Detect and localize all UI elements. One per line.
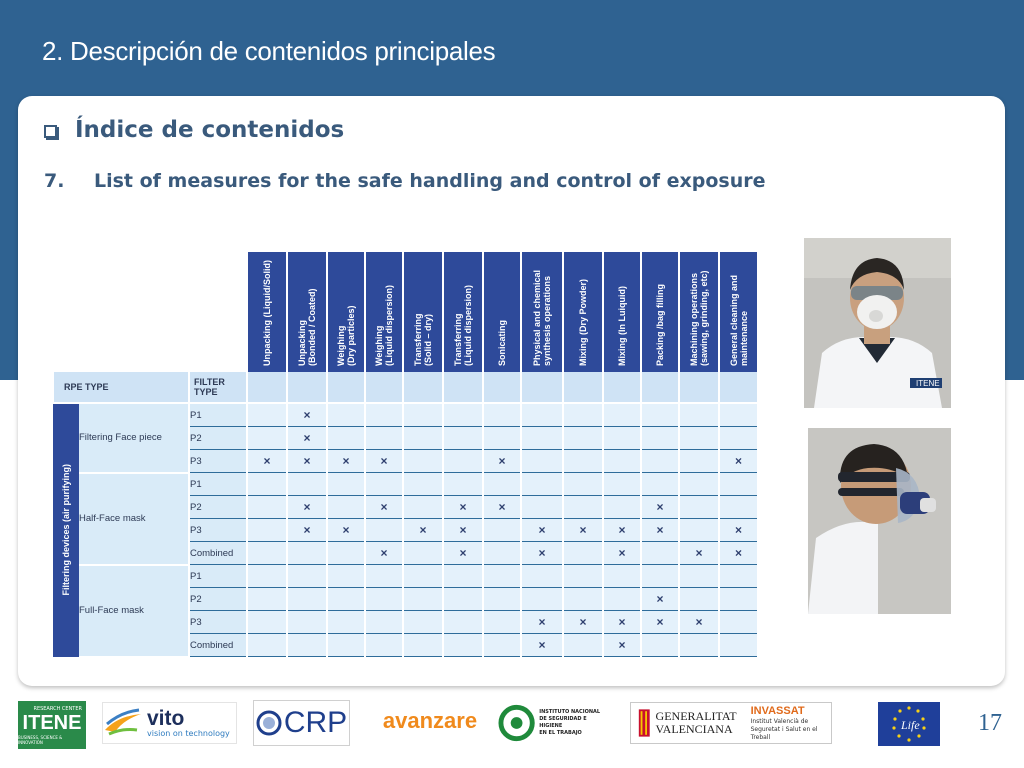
filter-type-cell: P3 [189, 611, 247, 634]
rpe-type-cell: Full-Face mask [79, 565, 189, 657]
empty-cell [563, 634, 603, 657]
empty-cell [563, 496, 603, 519]
empty-cell [521, 427, 563, 450]
empty-cell [365, 611, 403, 634]
vito-text: vito [147, 706, 185, 730]
table-row [53, 565, 757, 588]
table-row [53, 403, 757, 427]
column-header [327, 252, 365, 372]
itene-text: ITENE [22, 711, 82, 734]
empty-cell [247, 565, 287, 588]
empty-cell [327, 588, 365, 611]
itene-logo [18, 701, 86, 749]
empty-cell [521, 565, 563, 588]
empty-cell [403, 496, 443, 519]
header-spacer [53, 252, 79, 372]
marked-cell: × [287, 450, 327, 473]
empty-cell [603, 496, 641, 519]
column-header-label: Weighing (Dry particles) [336, 305, 356, 366]
filter-type-cell: P1 [189, 473, 247, 496]
empty-cell [443, 611, 483, 634]
marked-cell: × [403, 519, 443, 542]
empty-cell [247, 588, 287, 611]
marked-cell: × [521, 519, 563, 542]
column-header [603, 252, 641, 372]
marked-cell: × [443, 496, 483, 519]
column-header [247, 252, 287, 372]
column-header-label: Mixing (In Luiquid) [617, 286, 627, 366]
insht-emblem-icon [498, 704, 535, 742]
empty-cell [443, 427, 483, 450]
empty-cell [365, 473, 403, 496]
empty-cell [365, 427, 403, 450]
column-header-label: Unpacking (Bonded / Coated) [297, 288, 317, 366]
checkbox-bullet-icon [44, 125, 57, 138]
slide-title: 2. Descripción de contenidos principales [42, 36, 496, 66]
empty-cell [563, 427, 603, 450]
empty-cell [679, 403, 719, 427]
empty-cell [603, 403, 641, 427]
itene-tagline: BUSINESS, SCIENCE & INNOVATION [18, 734, 63, 745]
marked-cell: × [641, 588, 679, 611]
marked-cell: × [247, 450, 287, 473]
photo-worker-full-face-mask [808, 428, 951, 614]
rpe-table [52, 252, 757, 658]
empty-cell [247, 634, 287, 657]
empty-cell [365, 588, 403, 611]
empty-cell [521, 496, 563, 519]
marked-cell: × [483, 450, 521, 473]
filter-type-label: FILTER TYPE [189, 372, 247, 403]
empty-cell [563, 403, 603, 427]
invassat-line1: Institut Valencià de [750, 717, 809, 725]
type-row-cell [563, 372, 603, 403]
empty-cell [719, 427, 757, 450]
empty-cell [327, 611, 365, 634]
empty-cell [521, 588, 563, 611]
filter-type-cell: P1 [189, 403, 247, 427]
type-row-cell [327, 372, 365, 403]
empty-cell [327, 496, 365, 519]
type-row-cell [365, 372, 403, 403]
marked-cell: × [719, 542, 757, 565]
marked-cell: × [679, 611, 719, 634]
empty-cell [403, 588, 443, 611]
empty-cell [403, 450, 443, 473]
rpe-type-label: RPE TYPE [53, 372, 189, 403]
column-header [443, 252, 483, 372]
empty-cell [287, 588, 327, 611]
empty-cell [247, 519, 287, 542]
type-row-cell [679, 372, 719, 403]
empty-cell [719, 496, 757, 519]
marked-cell: × [443, 542, 483, 565]
empty-cell [679, 496, 719, 519]
empty-cell [403, 542, 443, 565]
vito-swoosh-icon [103, 708, 143, 738]
marked-cell: × [443, 519, 483, 542]
type-row-cell [443, 372, 483, 403]
type-row-cell [247, 372, 287, 403]
marked-cell: × [603, 634, 641, 657]
empty-cell [483, 403, 521, 427]
empty-cell [327, 565, 365, 588]
filter-type-cell: Combined [189, 542, 247, 565]
empty-cell [641, 542, 679, 565]
empty-cell [563, 565, 603, 588]
empty-cell [365, 403, 403, 427]
column-header-label: Sonicating [497, 319, 507, 366]
empty-cell [603, 473, 641, 496]
type-row-cell [287, 372, 327, 403]
empty-cell [247, 542, 287, 565]
type-row-cell [483, 372, 521, 403]
header-spacer [189, 252, 247, 372]
empty-cell [247, 473, 287, 496]
generalitat-invassat-logo [630, 702, 832, 744]
empty-cell [641, 565, 679, 588]
empty-cell [247, 496, 287, 519]
filter-type-cell: P2 [189, 427, 247, 450]
empty-cell [603, 588, 641, 611]
empty-cell [679, 519, 719, 542]
marked-cell: × [287, 519, 327, 542]
empty-cell [719, 611, 757, 634]
vito-tagline: vision on technology [147, 728, 230, 738]
marked-cell: × [603, 611, 641, 634]
empty-cell [403, 403, 443, 427]
empty-cell [443, 473, 483, 496]
page-number: 17 [978, 710, 1002, 736]
empty-cell [679, 450, 719, 473]
empty-cell [403, 611, 443, 634]
itene-small-text: RESEARCH CENTER [33, 705, 82, 712]
empty-cell [563, 450, 603, 473]
insht-line3: EN EL TRABAJO [539, 730, 582, 736]
section-heading [44, 117, 344, 143]
filter-type-cell: P3 [189, 450, 247, 473]
invassat-line2: Seguretat i Salut en el Treball [750, 725, 818, 741]
empty-cell [483, 611, 521, 634]
column-header-label: Machining operations (sawing, grinding, etc) [689, 270, 709, 366]
empty-cell [247, 403, 287, 427]
avanzare-text: avanzare [382, 708, 478, 733]
empty-cell [327, 403, 365, 427]
empty-cell [679, 473, 719, 496]
column-header-label: Transferring (Solid – dry) [413, 313, 433, 366]
type-row-cell [521, 372, 563, 403]
empty-cell [443, 634, 483, 657]
column-header-label: Transferring (Liquid dispersion) [453, 285, 473, 366]
marked-cell: × [365, 542, 403, 565]
empty-cell [483, 519, 521, 542]
crp-text: CRP [283, 706, 348, 739]
empty-cell [287, 542, 327, 565]
marked-cell: × [641, 496, 679, 519]
empty-cell [679, 634, 719, 657]
empty-cell [327, 427, 365, 450]
item-text: List of measures for the safe handling and control of exposure [94, 170, 766, 192]
empty-cell [719, 565, 757, 588]
marked-cell: × [603, 519, 641, 542]
marked-cell: × [563, 519, 603, 542]
marked-cell: × [287, 403, 327, 427]
photo-worker-face-mask [804, 238, 951, 408]
worker-ffp-mask-image [804, 238, 951, 408]
marked-cell: × [719, 519, 757, 542]
empty-cell [641, 403, 679, 427]
marked-cell: × [719, 450, 757, 473]
column-header [641, 252, 679, 372]
empty-cell [563, 588, 603, 611]
empty-cell [719, 403, 757, 427]
empty-cell [719, 634, 757, 657]
invassat-text: INVASSAT [750, 704, 805, 717]
table-row [53, 473, 757, 496]
filter-type-cell: P1 [189, 565, 247, 588]
empty-cell [483, 473, 521, 496]
column-header-label: Packing /bag filling [655, 283, 665, 366]
empty-cell [327, 634, 365, 657]
marked-cell: × [483, 496, 521, 519]
empty-cell [403, 473, 443, 496]
empty-cell [719, 473, 757, 496]
empty-cell [443, 565, 483, 588]
footer-logos [0, 690, 1024, 768]
empty-cell [521, 473, 563, 496]
column-header [365, 252, 403, 372]
item-number: 7. [44, 170, 65, 192]
empty-cell [327, 473, 365, 496]
crp-logo [253, 700, 350, 746]
empty-cell [287, 611, 327, 634]
empty-cell [719, 588, 757, 611]
filter-type-cell: P2 [189, 588, 247, 611]
marked-cell: × [287, 427, 327, 450]
column-header-label: Unpacking (Liquid/Solid) [262, 260, 272, 366]
header-spacer [79, 252, 189, 372]
marked-cell: × [327, 519, 365, 542]
empty-cell [365, 634, 403, 657]
item-heading [44, 170, 766, 192]
marked-cell: × [521, 611, 563, 634]
empty-cell [679, 588, 719, 611]
empty-cell [603, 450, 641, 473]
marked-cell: × [521, 542, 563, 565]
column-header [563, 252, 603, 372]
vito-logo [102, 702, 237, 744]
column-header-label: Mixing (Dry Powder) [578, 278, 588, 366]
empty-cell [403, 634, 443, 657]
type-header-row [53, 372, 757, 403]
rpe-table-wrapper [52, 252, 757, 658]
rpe-type-cell: Filtering Face piece [79, 403, 189, 473]
avanzare-logo [372, 704, 488, 738]
empty-cell [483, 588, 521, 611]
generalitat-line1: GENERALITAT [655, 709, 737, 723]
insht-line2: DE SEGURIDAD E HIGIENE [539, 716, 587, 729]
rpe-type-cell: Half-Face mask [79, 473, 189, 565]
filter-type-cell: P3 [189, 519, 247, 542]
empty-cell [641, 427, 679, 450]
empty-cell [603, 565, 641, 588]
crp-globe-icon [256, 710, 282, 736]
empty-cell [247, 611, 287, 634]
empty-cell [443, 403, 483, 427]
generalitat-crest-icon [637, 706, 652, 740]
empty-cell [403, 427, 443, 450]
column-header [287, 252, 327, 372]
empty-cell [563, 542, 603, 565]
insht-logo [498, 702, 610, 744]
group-label: Filtering devices (air purifying) [61, 464, 71, 597]
empty-cell [483, 427, 521, 450]
empty-cell [641, 473, 679, 496]
marked-cell: × [287, 496, 327, 519]
marked-cell: × [641, 519, 679, 542]
empty-cell [563, 473, 603, 496]
insht-line1: INSTITUTO NACIONAL [539, 709, 601, 715]
eu-life-logo [878, 702, 940, 746]
empty-cell [641, 634, 679, 657]
marked-cell: × [521, 634, 563, 657]
column-header [679, 252, 719, 372]
empty-cell [483, 634, 521, 657]
empty-cell [443, 450, 483, 473]
empty-cell [287, 565, 327, 588]
empty-cell [327, 542, 365, 565]
eu-stars-icon [878, 702, 940, 746]
empty-cell [365, 565, 403, 588]
marked-cell: × [327, 450, 365, 473]
marked-cell: × [603, 542, 641, 565]
column-header [719, 252, 757, 372]
empty-cell [247, 427, 287, 450]
empty-cell [403, 565, 443, 588]
marked-cell: × [641, 611, 679, 634]
worker-respirator-image [808, 428, 951, 614]
column-header-row [53, 252, 757, 372]
group-label-cell [53, 403, 79, 657]
type-row-cell [603, 372, 641, 403]
badge-text: ITENE [916, 379, 940, 388]
column-header [403, 252, 443, 372]
life-text: Life [901, 718, 920, 732]
column-header-label: Physical and chemical synthesis operations [532, 269, 552, 366]
empty-cell [521, 403, 563, 427]
empty-cell [679, 565, 719, 588]
type-row-cell [641, 372, 679, 403]
marked-cell: × [365, 450, 403, 473]
empty-cell [641, 450, 679, 473]
empty-cell [287, 634, 327, 657]
empty-cell [443, 588, 483, 611]
empty-cell [365, 519, 403, 542]
filter-type-cell: Combined [189, 634, 247, 657]
empty-cell [483, 565, 521, 588]
marked-cell: × [563, 611, 603, 634]
section-heading-text: Índice de contenidos [75, 117, 345, 143]
empty-cell [521, 450, 563, 473]
empty-cell [287, 473, 327, 496]
column-header [483, 252, 521, 372]
marked-cell: × [679, 542, 719, 565]
column-header [521, 252, 563, 372]
filter-type-cell: P2 [189, 496, 247, 519]
marked-cell: × [365, 496, 403, 519]
empty-cell [679, 427, 719, 450]
column-header-label: Weighing (Liquid dispersion) [374, 285, 394, 366]
type-row-cell [719, 372, 757, 403]
type-row-cell [403, 372, 443, 403]
empty-cell [603, 427, 641, 450]
empty-cell [483, 542, 521, 565]
generalitat-line2: VALENCIANA [655, 722, 733, 736]
column-header-label: General cleaning and maintenance [728, 274, 749, 366]
